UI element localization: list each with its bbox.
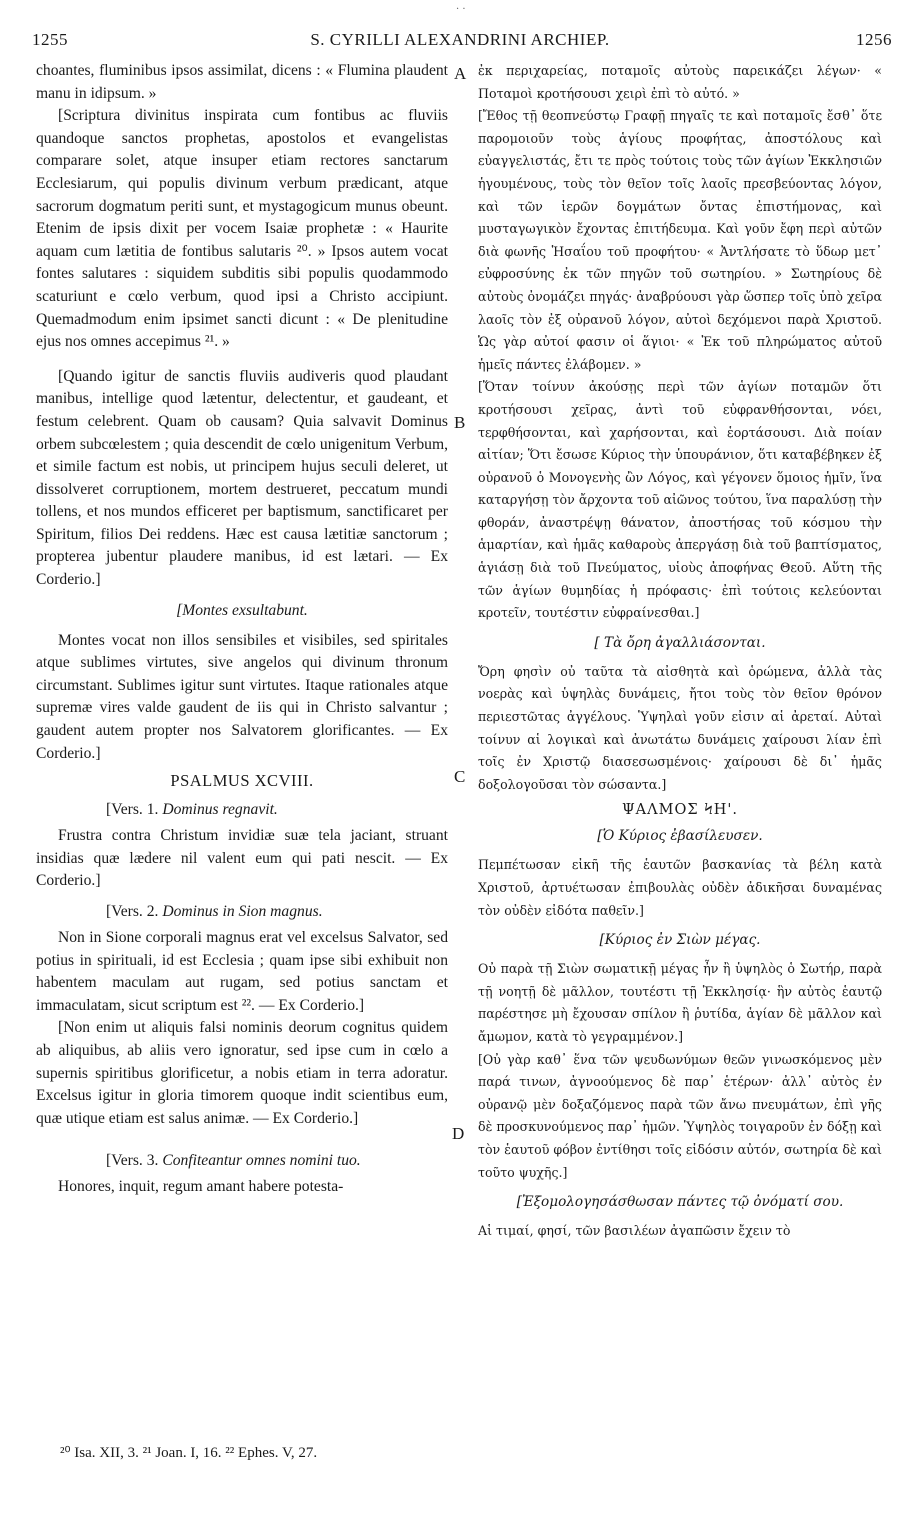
margin-marker-c: C bbox=[454, 767, 466, 786]
margin-marker-d: D bbox=[452, 1124, 465, 1143]
latin-paragraph-1: choantes, fluminibus ipsos assimilat, dicens : « Flumina plaudent manu in idipsum. » bbox=[36, 62, 448, 102]
greek-paragraph-4: Ὄρη φησὶν οὐ ταῦτα τὰ αἰσθητὰ καὶ ὁρώμενα, ἀλλὰ τὰς νοερὰς καὶ ὑψηλὰς δυνάμεις, ἤτοι τοὺς τὸν θεῖον θρόνον περιεστῶτας ἀγγέλους. Ὑψηλαὶ γοῦν εἰσιν αἱ ἀρεταί. Αὐταὶ τοίνυν αἱ λογικαὶ καὶ ἀνωτάτω δυνάμεις χαίρουσι λίαν ἐπὶ τοῖς ἐν Χριστῷ διασεσωσμένοις· χαίρουσι δὲ δι᾽ ἡμᾶς δοξολογοῦσαι τὸν σώσαντα.] bbox=[478, 663, 882, 792]
greek-psalm-title: ΨΑΛΜΟΣ ϞΗ'. bbox=[621, 802, 739, 819]
greek-paragraph-7: [Οὐ γὰρ καθ᾽ ἕνα τῶν ψευδωνύμων θεῶν γινωσκόμενος μὲν παρά τινων, ἀγνοούμενος δὲ παρ᾽ ἑτέρων· ἀλλ᾽ αὐτὸς ἐν οὐρανῷ μὲν δοξαζόμενος παρὰ τῶν ἄνω πνευμάτων, ἐπὶ γῆς δὲ προσκυνούμενος παρ᾽ ἡμῶν. Ὑψηλὸς τοιγαροῦν ἐν δόξῃ καὶ τὸν ἑαυτοῦ φόβον ἐντίθησι τοῖς εἰδόσιν αὐτόν, σωτηρία δὲ καὶ τοῦτο ψυχῆς.] bbox=[478, 1051, 882, 1180]
latin-paragraph-8: Honores, inquit, regum amant habere potesta- bbox=[58, 1178, 344, 1196]
greek-paragraph-8: Αἱ τιμαί, φησί, τῶν βασιλέων ἀγαπῶσιν ἔχειν τὸ bbox=[478, 1223, 791, 1239]
margin-marker-b: B bbox=[454, 413, 466, 432]
greek-paragraph-3: [Ὅταν τοίνυν ἀκούσῃς περὶ τῶν ἁγίων ποταμῶν ὅτι κροτήσουσι χεῖρας, ἀντὶ τοῦ εὐφρανθήσονται, νόει, τερφθήσονται, καὶ χαρήσονται, καὶ ἑορτάσουσι. Διὰ ποίαν αἰτίαν; Ὅτι ἔσωσε Κύριος τὴν ὑπουράνιον, ὅτι καταβέβηκεν ἐξ οὐρανοῦ ὁ Μονογενὴς ὢν Λόγος, καὶ γέγονεν ὅμοιος ἡμῖν, ἵνα καταργήσῃ τὸν ἄρχοντα τοῦ αἰῶνος τούτου, ἵνα παραλύσῃ τὴν φθοράν, ἀναστρέψῃ θάνατον, ἀποστήσας τοῦ κόσμου τὴν ἁμαρτίαν, καὶ ἡμᾶς καθαροὺς ἀπεργάσῃ διὰ τοῦ βαπτίσματος, ἁγιάσῃ διὰ τοῦ Πνεύματος, υἱοὺς ἀποφήνας Θεοῦ. Αὕτη τῆς τῶν ἁγίων θυμηδίας ἡ πρόφασις· ἐπὶ τούτοις κελεύονται κροτεῖν, τουτέστιν εὐφραίνεσθαι.] bbox=[478, 379, 882, 621]
latin-column bbox=[36, 60, 448, 1199]
latin-verse-1: [Vers. 1. Dominus regnavit. bbox=[106, 801, 278, 819]
latin-paragraph-7: [Non enim ut aliquis falsi nominis deorum cognitus quidem ab aliquibus, ab aliis vero ignoratur, sed ipse cum in cœlo a supernis spiritibus glorificetur, a nobis etiam in terra adoratur. Excelsus igitur in gloria timorem quoque indit scientibus eum, quæ utique etiam est salus animæ. — Ex Corderio.] bbox=[36, 1019, 448, 1127]
latin-paragraph-2: [Scriptura divinitus inspirata cum fontibus ac fluviis quandoque sanctos prophetas, apostolos et evangelistas comparare solet, atque insuper etiam rectores sanctarum Ecclesiarum, qui populis divinum verbum prædicant, atque sacrorum dogmatum periti sunt, et mystagogicum munus obeunt. Etenim de ipsis dixit per vocem Isaiæ prophetæ : « Haurite aquam cum lætitia de fontibus salutaris ²⁰. » Ipsos autem vocat fontes salutares : siquidem subditis sibi populis quodammodo scaturiunt e cœlo verbum, quod ipsi a Christo accipiunt. Quemadmodum enim ipsimet sancti dicunt : « De plenitudine ejus nos omnes accepimus ²¹. » bbox=[36, 107, 448, 351]
latin-paragraph-3: [Quando igitur de sanctis fluviis audiveris quod plaudant manibus, intellige quod lætentur, delectentur, et gaudeant, et festum celebrent. Quam ob causam? Quia salvavit Dominus orbem subcœlestem ; quia descendit de cœlo unigenitum Verbum, et simile factum est nobis, ut principem hujus seculi deleret, ut dissolveret corruptionem, mortem destrueret, peccatum mundi tollens, et nos mundos efficeret per baptismum, sanctificaret per Spiritum, filios Dei reddens. Hæc est causa lætitiæ sanctorum ; propterea jubentur plaudere manibus, id est lætari. — Ex Corderio.] bbox=[36, 367, 448, 589]
latin-paragraph-5: Frustra contra Christum invidiæ suæ tela jaciant, struant insidias quæ lædere nil valent eum qui pati nescit. — Ex Corderio.] bbox=[36, 827, 448, 890]
latin-verse-2: [Vers. 2. Dominus in Sion magnus. bbox=[106, 903, 323, 920]
greek-verse-2: [Κύριος ἐν Σιὼν μέγας. bbox=[599, 932, 761, 949]
greek-column bbox=[478, 60, 882, 1243]
page-number-left: 1255 bbox=[32, 30, 68, 49]
greek-verse-1: [Ὁ Κύριος ἐβασίλευσεν. bbox=[597, 828, 763, 845]
latin-paragraph-6: Non in Sione corporali magnus erat vel excelsus Salvator, sed potius in spirituali, id est Ecclesia ; quam ipse sibi exhibuit non habentem maculam aut rugam, sed potius sanctam et immaculatam, sicut scriptum est ²². — Ex Corderio.] bbox=[36, 929, 448, 1014]
greek-paragraph-2: [Ἔθος τῇ θεοπνεύστῳ Γραφῇ πηγαῖς τε καὶ ποταμοῖς ἔσθ᾽ ὅτε παρομοιοῦν τοὺς ἁγίους προφήτας, ἀποστόλους καὶ εὐαγγελιστάς, ἔτι τε πρὸς τούτοις τοὺς τῶν ἁγίων Ἐκκλησιῶν ἡγουμένους, τοὺς τὸν θεῖον τοῖς λαοῖς πρεσβεύοντας λόγον, καὶ τῶν ἱερῶν δογμάτων ὄντας ἐπιστήμονας, καὶ μυσταγωγικὸν ἔχοντας ἐπιτήδευμα. Καὶ γοῦν ἔφη περὶ αὐτῶν διὰ φωνῆς Ἡσαΐου τοῦ προφήτου· « Ἀντλήσατε τὸ ὕδωρ μετ᾽ εὐφροσύνης ἐκ τῶν πηγῶν τοῦ σωτηρίου. » Σωτηρίους δὲ αὐτοὺς ὀνομάζει πηγάς· ἀναβρύουσι γὰρ ὥσπερ τοῖς ὑπὸ χεῖρα λαοῖς τὸν ἐξ οὐρανοῦ λόγον, αὐτοὶ δεχόμενοι παρὰ Χριστοῦ. Ὡς γὰρ αὐτοί φασιν οἱ ἅγιοι· « Ἐκ τοῦ πληρώματος αὐτοῦ ἡμεῖς πάντες ἐλάβομεν. » bbox=[478, 108, 882, 372]
greek-paragraph-5: Πεμπέτωσαν εἰκῆ τῆς ἑαυτῶν βασκανίας τὰ βέλη κατὰ Χριστοῦ, ἀρτυέτωσαν ἐπιβουλὰς οὐδὲν ἀδικῆσαι δυναμένας τὸν οὐδὲν εἰδότα παθεῖν.] bbox=[478, 857, 882, 918]
greek-paragraph-1: ἐκ περιχαρείας, ποταμοῖς αὐτοὺς παρεικάζει λέγων· « Ποταμοὶ κροτήσουσι χειρὶ ἐπὶ τὸ αὐτό. » bbox=[478, 63, 882, 101]
running-title: S. CYRILLI ALEXANDRINI ARCHIEP. bbox=[310, 30, 610, 49]
latin-heading-montes: [Montes exsultabunt. bbox=[176, 601, 308, 619]
footnotes: ²⁰ Isa. XII, 3. ²¹ Joan. I, 16. ²² Ephes. V, 27. bbox=[60, 1445, 318, 1461]
page-number-right: 1256 bbox=[856, 30, 892, 49]
latin-paragraph-4: Montes vocat non illos sensibiles et visibiles, sed spiritales atque sublimes virtutes, sive angelos qui divinum thronum circumstant. Sublimes igitur sunt virtutes. Itaque rationales atque supremæ vires valde gaudent de iis qui in Christo salvantur ; gaudent autem propter nos Salvatorem glorificantes. — Ex Corderio.] bbox=[36, 631, 448, 762]
greek-paragraph-6: Οὐ παρὰ τῇ Σιὼν σωματικῇ μέγας ἦν ἢ ὑψηλὸς ὁ Σωτήρ, παρὰ τῇ νοητῇ δὲ μᾶλλον, τουτέστι τῇ Ἐκκλησίᾳ· ἣν αὐτὸς ἑαυτῷ παρέστησε μὴ ἔχουσαν σπίλον ἢ ῥυτίδα, ἁγίαν δὲ μᾶλλον καὶ ἄμωμον, κατὰ τὸ γεγραμμένον.] bbox=[478, 961, 882, 1044]
latin-verse-3: [Vers. 3. Confiteantur omnes nomini tuo. bbox=[106, 1152, 361, 1170]
top-mark: · · bbox=[456, 4, 466, 15]
greek-verse-3: [Ἐξομολογησάσθωσαν πάντες τῷ ὀνόματί σου. bbox=[516, 1194, 844, 1211]
margin-marker-a: A bbox=[454, 64, 467, 83]
greek-heading-ore: [ Τὰ ὄρη ἀγαλλιάσονται. bbox=[594, 634, 766, 651]
latin-psalm-title: PSALMUS XCVIII. bbox=[170, 771, 314, 791]
